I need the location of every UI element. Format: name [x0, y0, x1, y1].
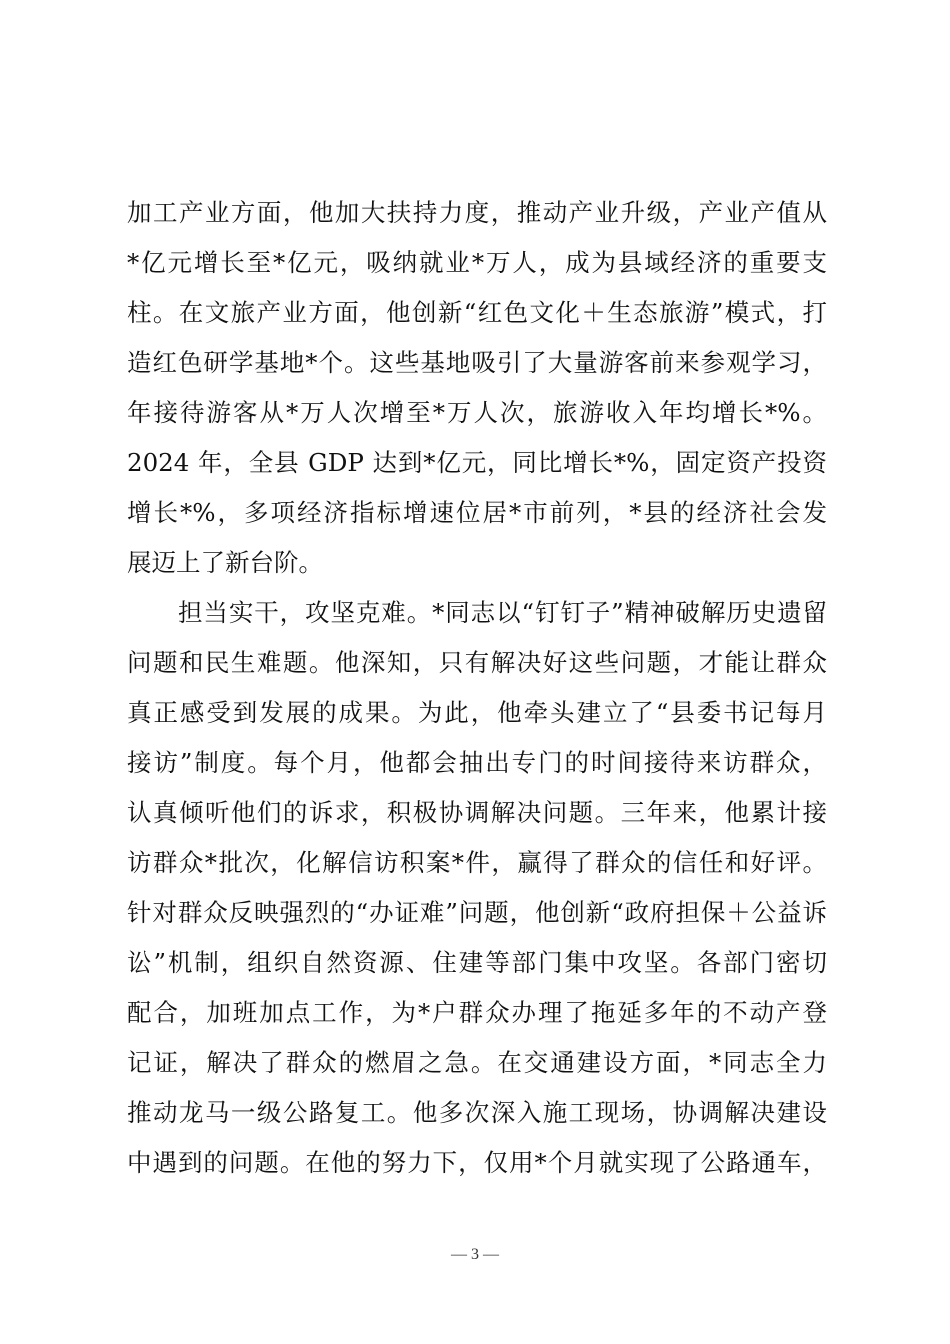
text-line: 接访”制度。每个月，他都会抽出专门的时间接待来访群众， — [127, 748, 827, 777]
text-line: 访群众*批次，化解信访积案*件，赢得了群众的信任和好评。 — [127, 848, 827, 877]
text-line: 记证，解决了群众的燃眉之急。在交通建设方面，*同志全力 — [127, 1048, 827, 1077]
text-line: 增长*%，多项经济指标增速位居*市前列，*县的经济社会发 — [127, 498, 827, 527]
text-line: 真正感受到发展的成果。为此，他牵头建立了“县委书记每月 — [127, 698, 827, 727]
text-line: 讼”机制，组织自然资源、住建等部门集中攻坚。各部门密切 — [127, 948, 827, 977]
text-line: 针对群众反映强烈的“办证难”问题，他创新“政府担保＋公益诉 — [127, 898, 827, 927]
text-line: *亿元增长至*亿元，吸纳就业*万人，成为县域经济的重要支 — [127, 248, 827, 277]
text-line: 推动龙马一级公路复工。他多次深入施工现场，协调解决建设 — [127, 1098, 827, 1127]
text-line: 配合，加班加点工作，为*户群众办理了拖延多年的不动产登 — [127, 998, 827, 1027]
text-line: 中遇到的问题。在他的努力下，仅用*个月就实现了公路通车， — [127, 1148, 827, 1177]
text-line: 2024 年，全县 GDP 达到*亿元，同比增长*%，固定资产投资 — [127, 448, 827, 477]
text-line: 加工产业方面，他加大扶持力度，推动产业升级，产业产值从 — [127, 198, 827, 227]
page-number: — 3 — — [451, 1246, 499, 1263]
text-line: 认真倾听他们的诉求，积极协调解决问题。三年来，他累计接 — [127, 798, 827, 827]
paragraph-first-line: 担当实干，攻坚克难。*同志以“钉钉子”精神破解历史遗留 — [178, 598, 827, 627]
text-line: 柱。在文旅产业方面，他创新“红色文化＋生态旅游”模式，打 — [127, 298, 827, 327]
text-line: 展迈上了新台阶。 — [127, 548, 323, 577]
text-line: 年接待游客从*万人次增至*万人次，旅游收入年均增长*%。 — [127, 398, 827, 427]
text-line: 问题和民生难题。他深知，只有解决好这些问题，才能让群众 — [127, 648, 827, 677]
text-line: 造红色研学基地*个。这些基地吸引了大量游客前来参观学习， — [127, 348, 827, 377]
